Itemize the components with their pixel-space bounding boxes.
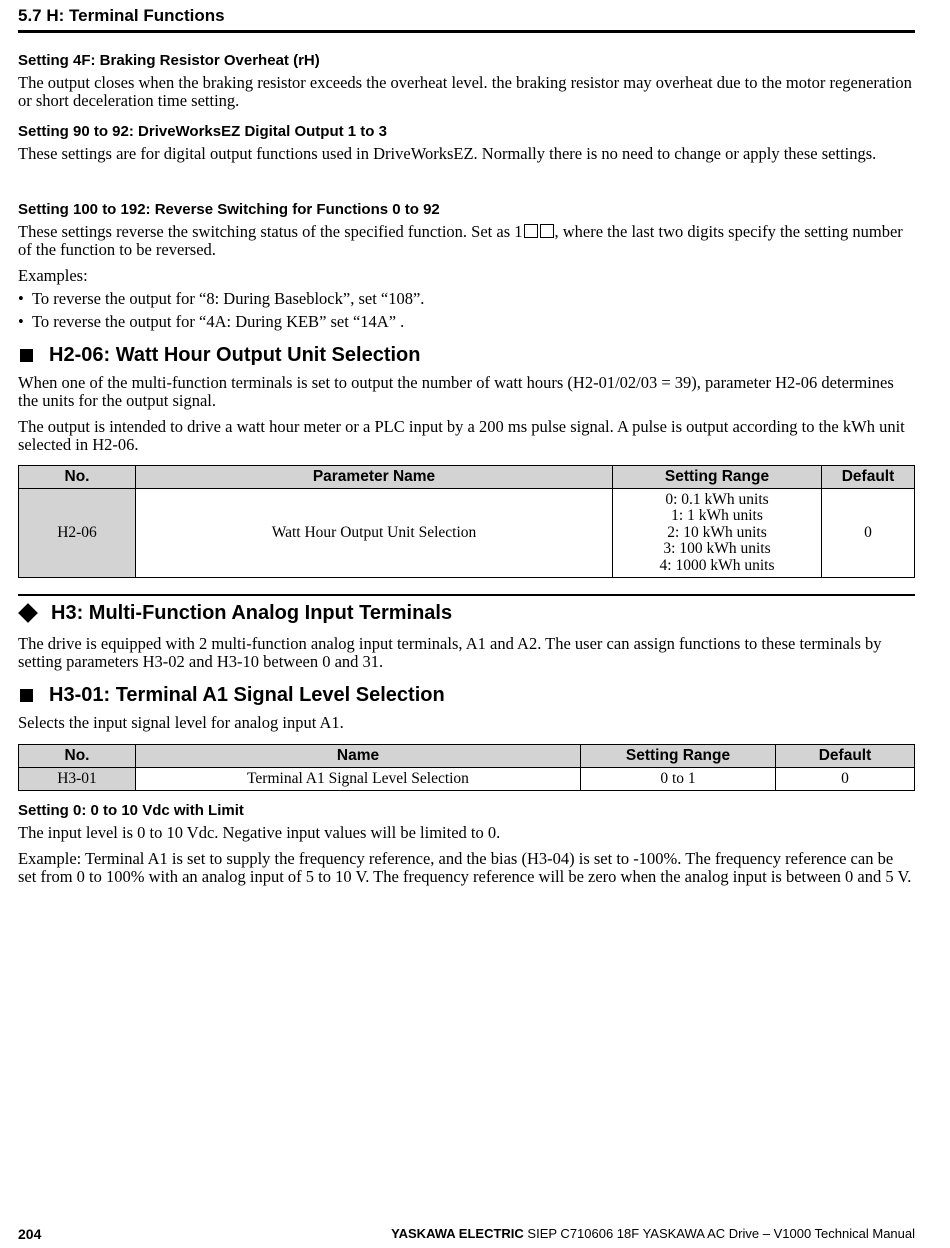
h3-heading: H3: Multi-Function Analog Input Terminals bbox=[18, 601, 915, 625]
setting-4f-heading: Setting 4F: Braking Resistor Overheat (rH) bbox=[18, 52, 320, 69]
square-bullet-icon bbox=[20, 349, 33, 362]
footer-document-info bbox=[391, 1226, 915, 1241]
setting-4f-text: The output closes when the braking resistor exceeds the overheat level. the braking resistor may overheat due to the motor regeneration or short deceleration time setting. bbox=[18, 73, 912, 110]
placeholder-box-icon bbox=[524, 224, 538, 238]
cell-default: 0 bbox=[776, 768, 915, 791]
col-header-no: No. bbox=[19, 745, 136, 768]
col-header-default: Default bbox=[776, 745, 915, 768]
col-header-parameter-name: Parameter Name bbox=[136, 466, 613, 489]
table-header-row bbox=[19, 745, 915, 768]
h2-06-table-wrapper bbox=[18, 465, 915, 578]
h3-01-parameter-table bbox=[18, 744, 915, 791]
h2-06-section bbox=[18, 343, 915, 454]
setting-0-paragraph-2: Example: Terminal A1 is set to supply the frequency reference, and the bias (H3-04) is set to -100%. The frequency reference can be set from 0 to 100% with an analog input of 5 to 10 V. The frequency reference will be zero when the analog input is between 0 and 5 V. bbox=[18, 849, 912, 886]
setting-100-section bbox=[18, 201, 915, 331]
col-header-setting-range: Setting Range bbox=[613, 466, 822, 489]
table-header-row bbox=[19, 466, 915, 489]
examples-label: Examples: bbox=[18, 266, 88, 285]
cell-name: Terminal A1 Signal Level Selection bbox=[136, 768, 581, 791]
setting-100-text: These settings reverse the switching status of the specified function. Set as 1 , where the last two digits specify the setting number of the function to be reversed. bbox=[18, 222, 903, 259]
section-divider bbox=[18, 594, 915, 596]
h3-01-text: Selects the input signal level for analog input A1. bbox=[18, 713, 344, 732]
table-row bbox=[19, 489, 915, 578]
col-header-setting-range: Setting Range bbox=[581, 745, 776, 768]
square-bullet-icon bbox=[20, 689, 33, 702]
h2-06-paragraph-1: When one of the multi-function terminals is set to output the number of watt hours (H2-01/02/03 = 39), parameter H2-06 determines the units for the output signal. bbox=[18, 373, 894, 410]
cell-default: 0 bbox=[822, 489, 915, 578]
setting-100-heading: Setting 100 to 192: Reverse Switching for Functions 0 to 92 bbox=[18, 201, 440, 218]
setting-4f-section bbox=[18, 52, 915, 110]
h3-01-heading: H3-01: Terminal A1 Signal Level Selection bbox=[18, 683, 915, 707]
list-item: • To reverse the output for “4A: During KEB” set “14A” . bbox=[18, 312, 405, 331]
list-item: • To reverse the output for “8: During Baseblock”, set “108”. bbox=[18, 289, 425, 308]
page-header bbox=[18, 5, 915, 33]
placeholder-box-icon bbox=[540, 224, 554, 238]
setting-0-paragraph-1: The input level is 0 to 10 Vdc. Negative input values will be limited to 0. bbox=[18, 823, 501, 842]
footer-doc-title: SIEP C710606 18F YASKAWA AC Drive – V1000 Technical Manual bbox=[523, 1226, 915, 1241]
col-header-default: Default bbox=[822, 466, 915, 489]
setting-0-heading: Setting 0: 0 to 10 Vdc with Limit bbox=[18, 802, 244, 819]
h3-section bbox=[18, 601, 915, 671]
h3-01-section bbox=[18, 683, 915, 732]
setting-90-section bbox=[18, 123, 915, 163]
cell-setting-range: 0: 0.1 kWh units 1: 1 kWh units 2: 10 kWh units 3: 100 kWh units 4: 1000 kWh units bbox=[613, 489, 822, 578]
col-header-name: Name bbox=[136, 745, 581, 768]
h3-text: The drive is equipped with 2 multi-function analog input terminals, A1 and A2. The user can assign functions to these terminals by setting parameters H3-02 and H3-10 between 0 and 31. bbox=[18, 634, 882, 671]
setting-90-heading: Setting 90 to 92: DriveWorksEZ Digital Output 1 to 3 bbox=[18, 123, 387, 140]
cell-no: H3-01 bbox=[19, 768, 136, 791]
h2-06-heading: H2-06: Watt Hour Output Unit Selection bbox=[18, 343, 915, 367]
h3-01-table-wrapper bbox=[18, 744, 915, 791]
col-header-no: No. bbox=[19, 466, 136, 489]
cell-name: Watt Hour Output Unit Selection bbox=[136, 489, 613, 578]
table-row bbox=[19, 768, 915, 791]
page-number: 204 bbox=[18, 1226, 42, 1242]
bullet-icon: • bbox=[18, 289, 24, 308]
setting-0-section bbox=[18, 802, 915, 886]
bullet-icon: • bbox=[18, 312, 24, 331]
setting-90-text: These settings are for digital output functions used in DriveWorksEZ. Normally there is no need to change or apply these settings. bbox=[18, 144, 877, 163]
h2-06-parameter-table bbox=[18, 465, 915, 578]
footer-brand: YASKAWA ELECTRIC bbox=[391, 1226, 524, 1241]
diamond-bullet-icon bbox=[18, 603, 38, 623]
cell-setting-range: 0 to 1 bbox=[581, 768, 776, 791]
h2-06-paragraph-2: The output is intended to drive a watt hour meter or a PLC input by a 200 ms pulse signal. A pulse is output according to the kWh unit selected in H2-06. bbox=[18, 417, 905, 454]
cell-no: H2-06 bbox=[19, 489, 136, 578]
header-title: 5.7 H: Terminal Functions bbox=[18, 6, 225, 25]
